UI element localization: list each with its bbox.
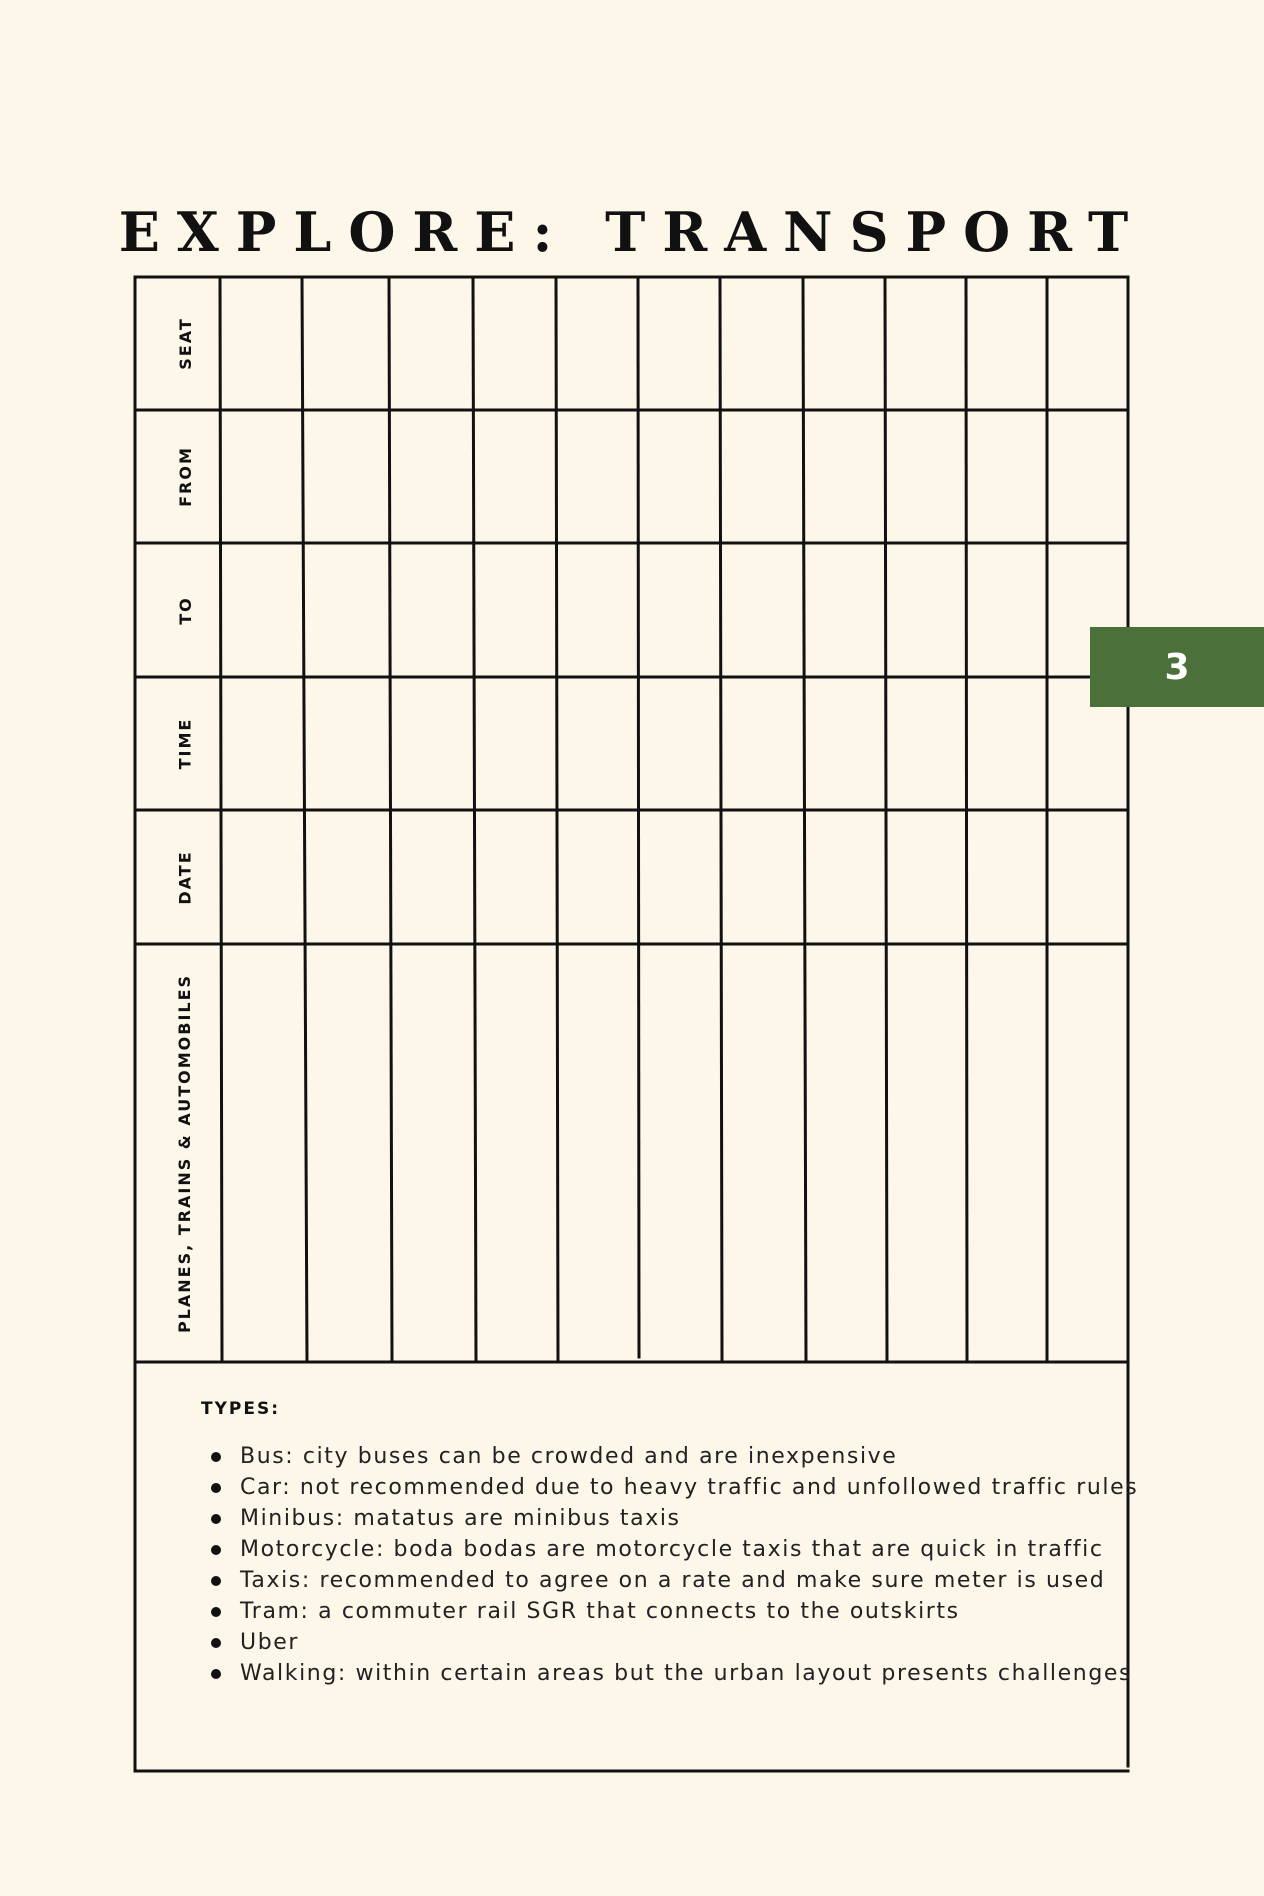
types-list (201, 1441, 1200, 1689)
list-item: Minibus: matatus are minibus taxis (240, 1503, 1200, 1534)
row-label-time: TIME (175, 717, 195, 770)
row-label-to: TO (175, 595, 195, 625)
column-separator (885, 277, 887, 1362)
column-separator (302, 277, 307, 1362)
column-separator (389, 277, 392, 1362)
column-separator (473, 277, 476, 1362)
page-number-tab (1090, 627, 1264, 707)
list-item: Walking: within certain areas but the urban layout presents challenges (240, 1658, 1200, 1689)
list-item: Tram: a commuter rail SGR that connects to the outskirts (240, 1596, 1200, 1627)
column-separator (638, 277, 639, 1357)
list-item: Uber (240, 1627, 1200, 1658)
row-label-date: DATE (175, 849, 195, 905)
list-item: Car: not recommended due to heavy traffic and unfollowed traffic rules (240, 1472, 1200, 1503)
page-number: 3 (1164, 646, 1190, 688)
column-separator (720, 277, 722, 1362)
column-separator (803, 277, 806, 1362)
list-item: Motorcycle: boda bodas are motorcycle taxis that are quick in traffic (240, 1534, 1200, 1565)
row-label-seat: SEAT (175, 317, 195, 370)
row-label-vehicles: PLANES, TRAINS & AUTOMOBILES (175, 973, 195, 1333)
list-item: Taxis: recommended to agree on a rate and make sure meter is used (240, 1565, 1200, 1596)
row-label-from: FROM (175, 446, 195, 507)
list-item: Bus: city buses can be crowded and are inexpensive (240, 1441, 1200, 1472)
column-separator (556, 277, 558, 1362)
page-title: EXPLORE: TRANSPORT (118, 200, 1146, 264)
column-separator (966, 277, 967, 1362)
types-heading: TYPES: (201, 1399, 281, 1419)
